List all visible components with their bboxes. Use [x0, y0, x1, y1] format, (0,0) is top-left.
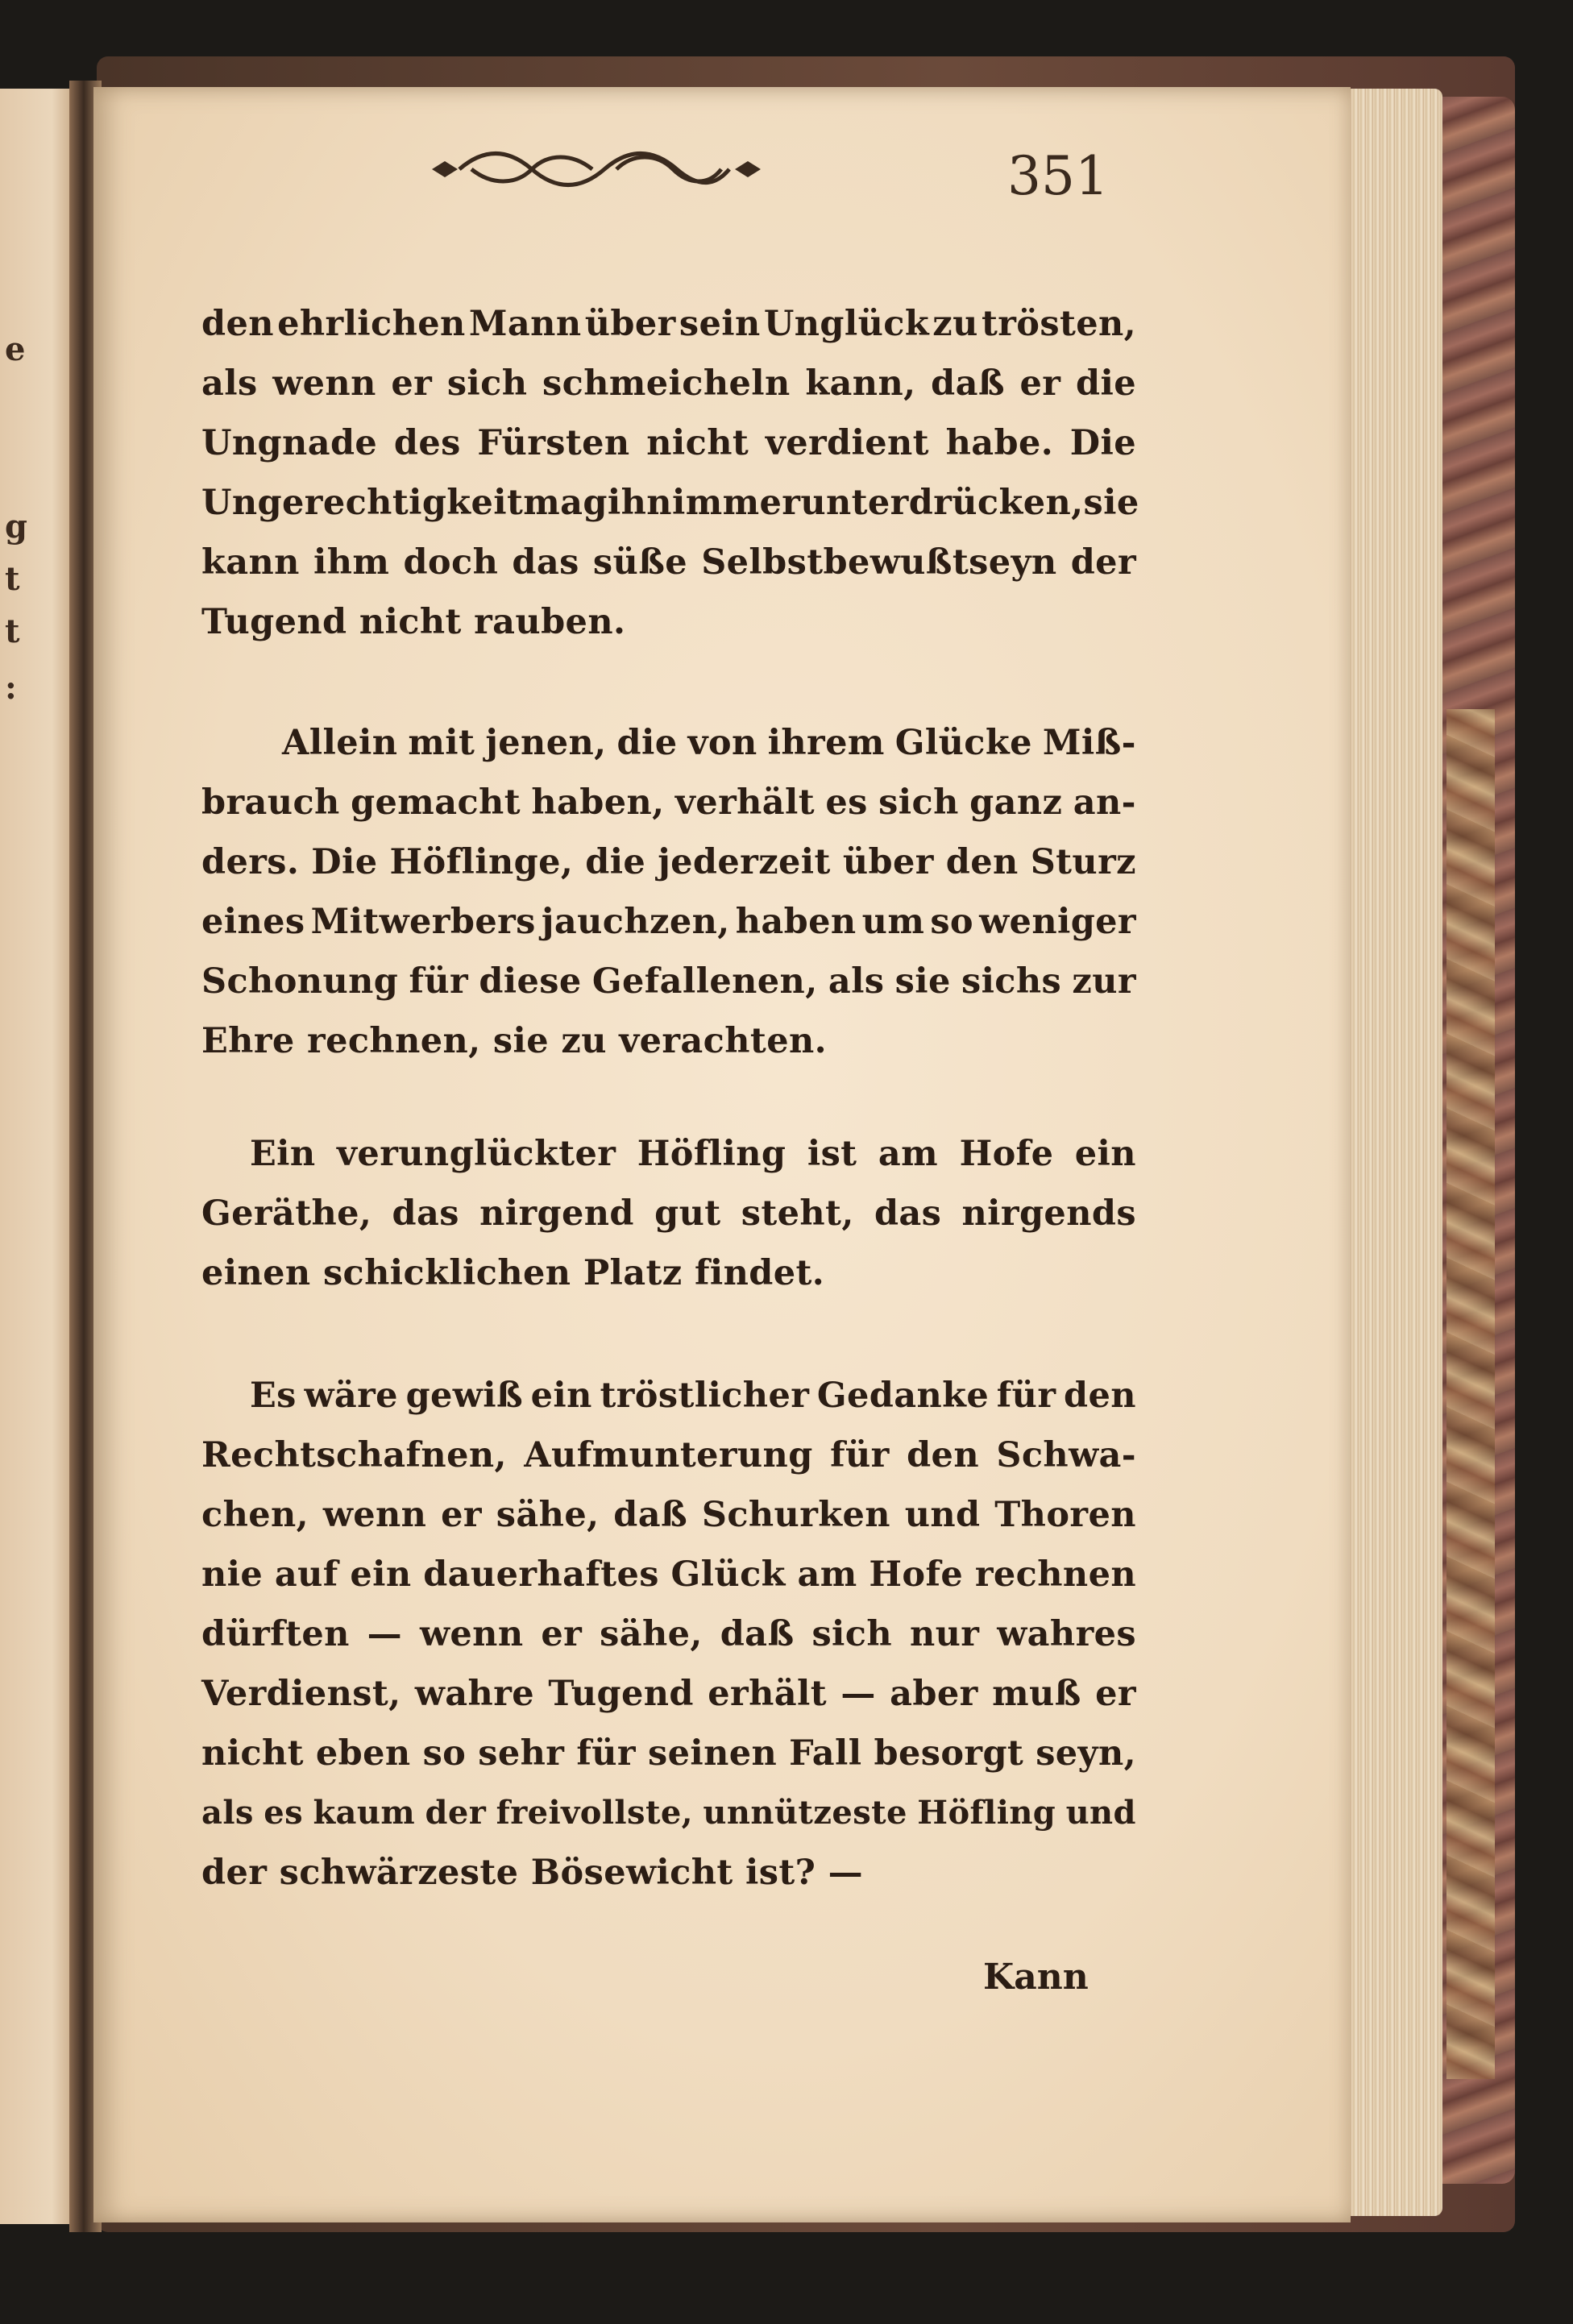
- text-line: Allein mit jenen, die von ihrem Glücke Miß-: [282, 723, 1136, 763]
- marbled-paper: [1446, 709, 1495, 2079]
- text-line: nie auf ein dauerhaftes Glück am Hofe rechnen: [201, 1554, 1136, 1595]
- catchword: Kann: [983, 1957, 1089, 1998]
- facing-page-fragment: e: [5, 330, 26, 368]
- page-number: 351: [1007, 145, 1109, 207]
- text-line: brauch gemacht haben, verhält es sich ganz an-: [201, 782, 1136, 823]
- facing-page-fragment: :: [5, 669, 17, 707]
- text-line: Ungerechtigkeit mag ihn immer unterdrücken, sie: [201, 483, 1139, 523]
- text-line: Geräthe, das nirgend gut steht, das nirgends: [201, 1193, 1136, 1234]
- text-line: als wenn er sich schmeicheln kann, daß er die: [201, 363, 1136, 404]
- text-line: dürften — wenn er sähe, daß sich nur wahres: [201, 1614, 1136, 1654]
- text-line: eines Mitwerbers jauchzen, haben um so weniger: [201, 902, 1136, 942]
- facing-page: [0, 89, 74, 2224]
- text-line: den ehrlichen Mann über sein Unglück zu trösten,: [201, 304, 1136, 344]
- facing-page-fragment: g: [5, 508, 27, 546]
- text-line: Verdienst, wahre Tugend erhält — aber muß er: [201, 1674, 1136, 1714]
- paragraph: [201, 1124, 1136, 1303]
- text-line: kann ihm doch das süße Selbstbewußtseyn der: [201, 542, 1136, 583]
- text-line: Ungnade des Fürsten nicht verdient habe. Die: [201, 423, 1136, 463]
- text-line: Ehre rechnen, sie zu verachten.: [201, 1021, 827, 1061]
- paragraph: [201, 713, 1136, 1071]
- text-line: einen schicklichen Platz findet.: [201, 1253, 825, 1293]
- text-line: ders. Die Höflinge, die jederzeit über den Sturz: [201, 842, 1136, 882]
- facing-page-fragment: t: [5, 560, 20, 598]
- paragraph: [201, 294, 1139, 652]
- text-line: Schonung für diese Gefallenen, als sie sichs zur: [201, 961, 1136, 1002]
- text-line: Rechtschafnen, Aufmunterung für den Schwa-: [201, 1435, 1136, 1475]
- facing-page-fragment: t: [5, 612, 20, 650]
- text-line: nicht eben so sehr für seinen Fall besorgt seyn,: [201, 1733, 1136, 1774]
- text-line: chen, wenn er sähe, daß Schurken und Thoren: [201, 1495, 1136, 1535]
- paragraph: [201, 1366, 1136, 1903]
- text-line: Ein verunglückter Höfling ist am Hofe ein: [250, 1134, 1136, 1174]
- text-line: als es kaum der freivollste, unnützeste Höfling und: [201, 1794, 1136, 1832]
- text-line: der schwärzeste Bösewicht ist? —: [201, 1853, 864, 1893]
- text-line: Es wäre gewiß ein tröstlicher Gedanke für den: [250, 1376, 1136, 1416]
- header-ornament: [427, 143, 766, 192]
- text-line: Tugend nicht rauben.: [201, 602, 626, 642]
